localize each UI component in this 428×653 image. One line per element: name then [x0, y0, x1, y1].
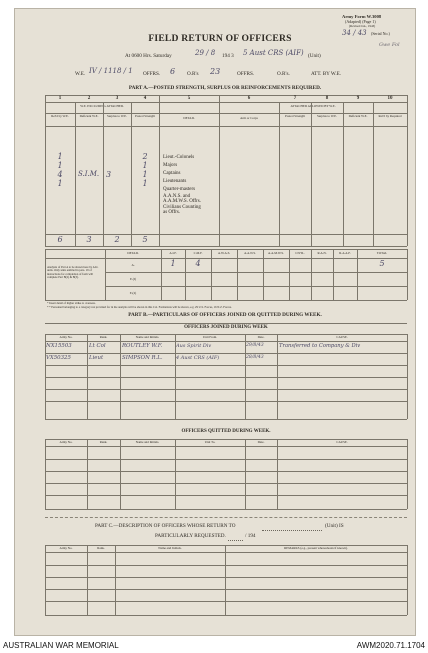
- credit-bar: [0, 640, 428, 653]
- we-value: IV / 1118 / 1: [89, 67, 133, 75]
- joined-row1-cause: Transferred to Company & Div: [279, 343, 361, 349]
- year: 194 3: [222, 53, 234, 59]
- ors-label: O.R's: [187, 71, 199, 77]
- joined-row2-rank: Lieut: [89, 355, 104, 361]
- analysis-aans: A.A.N.S.: [244, 251, 256, 255]
- partc-col-army-no: Army No.: [59, 546, 73, 550]
- analysis-ran: R.A.N.: [317, 251, 327, 255]
- hdr-surplus: Surplus to W.E.: [106, 114, 127, 118]
- hdr-reqd: Rel'd by W.E.: [51, 114, 69, 118]
- col-num-4: 4: [143, 96, 147, 101]
- partc-col-name: Name and Initials.: [158, 546, 182, 550]
- quitted-col-cause: CAUSE.: [336, 440, 348, 444]
- joined-col-unit: Unit From.: [202, 335, 218, 339]
- analysis-total-value: 5: [379, 259, 385, 268]
- quitted-col-rank: Rank.: [99, 440, 108, 444]
- analysis-raaf: R.A.A.F.: [339, 251, 351, 255]
- analysis-detail: DETAIL: [127, 251, 139, 255]
- part-c-title-unit: (Unit) IS: [325, 523, 344, 529]
- rank-aans: A.A.N.S. and: [163, 194, 191, 199]
- rank-aamws: A.A.M.W.S. Offrs.: [163, 199, 201, 204]
- credit-right: AWM2020.71.1704: [356, 641, 425, 650]
- offrs-label-2: OFFRS.: [237, 71, 255, 77]
- col-num-5: 5: [187, 96, 191, 101]
- analysis-note: Analysis of Part A to be shown here by ALL units. Only units entitled in para. 19 of instructions for completion of form will complete Part B(2) & B(3).: [47, 265, 99, 279]
- hdr-att-surplus: Surplus to W.E.: [316, 114, 337, 118]
- hdr-att-posted: Posted Strength: [284, 114, 306, 118]
- hdr-att-reqd: Rel'd by Required: [378, 114, 402, 118]
- joined-col-army-no: Army No.: [59, 335, 73, 339]
- partc-col-remarks: REMARKS (e.g., present whereabouts if known).: [284, 546, 348, 550]
- we-label: W.E.: [75, 71, 86, 77]
- group-excluding-attached: W.E. EXCLUDING ATTACHED.: [80, 104, 124, 108]
- rank-captains: Captains: [163, 171, 181, 176]
- quitted-col-name: Name and Initials.: [135, 440, 160, 444]
- joined-col-cause: CAUSE.: [336, 335, 348, 339]
- quitted-col-date: Date.: [257, 440, 265, 444]
- offrs-label: OFFRS.: [143, 71, 161, 77]
- ors-value: 23: [210, 67, 221, 76]
- analysis-awas: A.W.A.S.: [217, 251, 231, 255]
- analysis-row-a: A.: [131, 263, 135, 267]
- footnote-2: * * Personnel belonging to a category not provided for in the analysis will be shown in this Col. Formations will be shown, e.g. 29 U.S. Forces, 16 N.Z. Forces.: [47, 305, 232, 309]
- joined-row2-name: SIMPSON R.L.: [122, 355, 163, 361]
- joined-title: OFFICERS JOINED DURING WEEK: [184, 325, 268, 330]
- joined-row1-name: ROUTLEY W.F.: [122, 343, 163, 349]
- hdr-arm: Arm or Corps: [240, 116, 258, 120]
- analysis-cmf: C.M.F.: [193, 251, 203, 255]
- col-num-9: 9: [356, 96, 360, 101]
- at-prefix: At 0600 Hrs. Saturday: [125, 53, 172, 59]
- col-num-2: 2: [87, 96, 91, 101]
- rank-majors: Majors: [163, 163, 178, 168]
- credit-left: AUSTRALIAN WAR MEMORIAL: [3, 641, 119, 650]
- ors-label-2: O.R's.: [277, 71, 290, 77]
- att-label: ATT. BY W.E.: [311, 71, 342, 77]
- group-attached: ATTACHED ALLOWED BY W.E.: [290, 104, 336, 108]
- serial-number-label: (Serial No.): [371, 31, 390, 36]
- form-sheet: [14, 8, 416, 636]
- quitted-col-army-no: Army No.: [59, 440, 73, 444]
- hdr-posted: Posted Strength: [134, 114, 156, 118]
- rank-civilians-2: as Offrs.: [163, 210, 181, 215]
- rank-list: [163, 154, 201, 215]
- analysis-row-e2: E.(2): [129, 291, 137, 295]
- analysis-total: TOTAL: [376, 251, 388, 255]
- joined-col-rank: Rank.: [99, 335, 108, 339]
- part-c-title-1: PART C.—DESCRIPTION OF OFFICERS WHOSE RETURN TO: [95, 523, 236, 529]
- part-c-title-2b: / 194: [245, 533, 256, 539]
- date-value: 29 / 8: [195, 49, 216, 57]
- analysis-aif-value: 1: [170, 259, 176, 268]
- hdr-deficient: Deficient W.E.: [79, 114, 99, 118]
- total-col3: 2: [114, 235, 120, 244]
- analysis-row-e1: E.(I): [130, 277, 136, 281]
- analysis-aamws: A.A.M.W.S.: [268, 251, 284, 255]
- unit-value: 5 Aust CRS (AIF): [243, 49, 304, 57]
- form-revised: (Revised Jan., 1943): [349, 24, 376, 28]
- rank-lieutenants: Lieutenants: [163, 179, 187, 184]
- col-num-10: 10: [387, 96, 393, 101]
- analysis-cmf-value: 4: [195, 259, 201, 268]
- rank-lieut-colonels: Lieut.-Colonels: [163, 155, 195, 160]
- corner-note: Gwe Fol: [379, 42, 400, 48]
- col-num-3: 3: [115, 96, 119, 101]
- hand-col1: 1 1 4 1: [57, 152, 63, 188]
- total-col2: 3: [86, 235, 92, 244]
- joined-row1-unit: Aus Spirit Div: [176, 343, 212, 349]
- hand-col4: 2 1 1 1: [142, 152, 148, 188]
- serial-number-value: 34 / 43: [342, 29, 367, 37]
- col-num-7: 7: [293, 96, 297, 101]
- analysis-civil: CIVIL.: [295, 251, 305, 255]
- col-num-1: 1: [58, 96, 62, 101]
- joined-row2-army-no: VX50325: [46, 355, 71, 361]
- hdr-att-deficient: Deficient W.E.: [348, 114, 368, 118]
- analysis-aif: A.I.F.: [169, 251, 177, 255]
- detail-header: DETAIL: [183, 116, 195, 120]
- part-a-title: PART A.—POSTED STRENGTH, SURPLUS OR REINFORCEMENTS REQUIRED.: [128, 85, 322, 91]
- partc-col-rank: Rank.: [97, 546, 105, 550]
- total-col4: 5: [142, 235, 148, 244]
- hand-ditto: S.I.M.: [78, 170, 100, 178]
- quitted-col-unit: Unit To.: [204, 440, 216, 444]
- joined-row2-date: 28/8/43: [246, 355, 264, 360]
- part-c-title-2: PARTICULARLY REQUESTED.: [155, 533, 226, 539]
- unit-label: (Unit): [308, 53, 321, 59]
- joined-row2-unit: 4 Aust CRS (AIF): [176, 355, 220, 361]
- quitted-title: OFFICERS QUITTED DURING WEEK.: [181, 429, 271, 434]
- footnote-1: * Insert detail of higher strike to overseas.: [47, 301, 96, 305]
- form-number: Army Form W.3008: [342, 14, 382, 19]
- rank-civilians: Civilians Counting: [163, 205, 201, 210]
- joined-col-name: Name and Initials.: [135, 335, 160, 339]
- offrs-value: 6: [170, 67, 176, 76]
- col-num-8: 8: [325, 96, 329, 101]
- col-num-6: 6: [247, 96, 251, 101]
- joined-row1-rank: Lt Col: [89, 343, 106, 349]
- joined-row1-army-no: NX15503: [46, 343, 72, 349]
- joined-col-date: Date.: [257, 335, 265, 339]
- joined-row1-date: 29/8/43: [246, 343, 264, 348]
- total-col1: 6: [57, 235, 63, 244]
- form-adapted: (Adapted) (Page 1): [345, 19, 376, 24]
- part-b-title: PART B.—PARTICULARS OF OFFICERS JOINED OR QUITTED DURING WEEK.: [128, 312, 322, 318]
- form-title: FIELD RETURN OF OFFICERS: [148, 33, 292, 44]
- hand-col3: 3: [106, 170, 112, 179]
- rank-quarter-masters: Quarter-masters: [163, 187, 196, 192]
